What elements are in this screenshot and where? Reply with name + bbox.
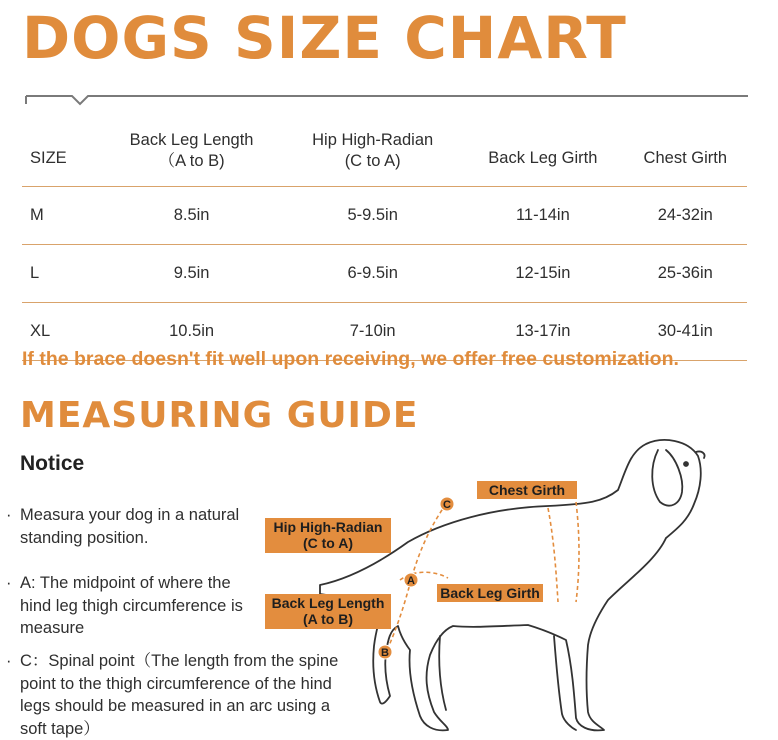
customization-notice: If the brace doesn't fit well upon receiving, we offer free customization. <box>22 348 679 370</box>
point-c-label: C <box>443 499 451 511</box>
back-leg-girth-tag <box>437 584 543 602</box>
point-a-label: A <box>407 575 415 587</box>
bullet-dot: · <box>6 574 12 592</box>
header-back-leg-girth: Back Leg Girth <box>462 116 623 187</box>
table-cell: 25-36in <box>624 245 747 303</box>
table-cell: 9.5in <box>100 245 283 303</box>
header-line: Back Leg Length <box>129 131 254 149</box>
table-cell: 24-32in <box>624 187 747 245</box>
table-cell: 10.5in <box>100 303 283 361</box>
bullet-dot: · <box>6 506 12 524</box>
header-line: （A to B) <box>158 152 225 170</box>
table-row <box>22 187 747 245</box>
tag-text: (C to A) <box>302 535 354 551</box>
table-row <box>22 245 747 303</box>
header-chest-girth: Chest Girth <box>624 116 747 187</box>
bullet-text: C：Spinal point（The length from the spine point to the thigh circumference of the hind legs should be measured in an arc using a soft tape） <box>20 652 339 738</box>
table-cell: M <box>22 187 100 245</box>
header-line: (C to A) <box>344 152 401 170</box>
table-header-row <box>22 116 747 187</box>
header-back-leg-length <box>100 116 283 187</box>
size-table <box>22 116 747 361</box>
back-leg-length-tag <box>265 594 391 629</box>
table-cell: 11-14in <box>462 187 623 245</box>
table-cell: 7-10in <box>283 303 462 361</box>
header-divider <box>0 94 778 114</box>
tag-text: (A to B) <box>302 611 354 627</box>
point-b-label: B <box>381 647 389 659</box>
page-title: DOGS SIZE CHART <box>22 4 627 72</box>
bullet-text: A: The midpoint of where the hind leg thigh circumference is measure <box>20 574 243 637</box>
table-cell: 13-17in <box>462 303 623 361</box>
hip-high-radian-tag <box>265 518 391 553</box>
tag-text: Hip High-Radian <box>273 519 383 535</box>
table-cell: 30-41in <box>624 303 747 361</box>
table-cell: XL <box>22 303 100 361</box>
tag-text: Chest Girth <box>488 482 566 498</box>
header-line: Hip High-Radian <box>312 131 434 149</box>
table-cell: L <box>22 245 100 303</box>
dog-illustration <box>258 430 778 736</box>
table-cell: 5-9.5in <box>283 187 462 245</box>
notice-heading: Notice <box>20 452 85 475</box>
header-hip-high-radian <box>283 116 462 187</box>
tag-text: Back Leg Length <box>271 595 385 611</box>
header-size: SIZE <box>22 116 100 187</box>
measuring-guide-title: MEASURING GUIDE <box>20 395 419 436</box>
table-cell: 8.5in <box>100 187 283 245</box>
bullet-text: Measura your dog in a natural standing position. <box>20 506 240 547</box>
tag-text: Back Leg Girth <box>440 585 540 601</box>
table-cell: 6-9.5in <box>283 245 462 303</box>
chest-girth-tag <box>477 481 577 499</box>
bullet-dot: · <box>6 652 12 670</box>
table-cell: 12-15in <box>462 245 623 303</box>
